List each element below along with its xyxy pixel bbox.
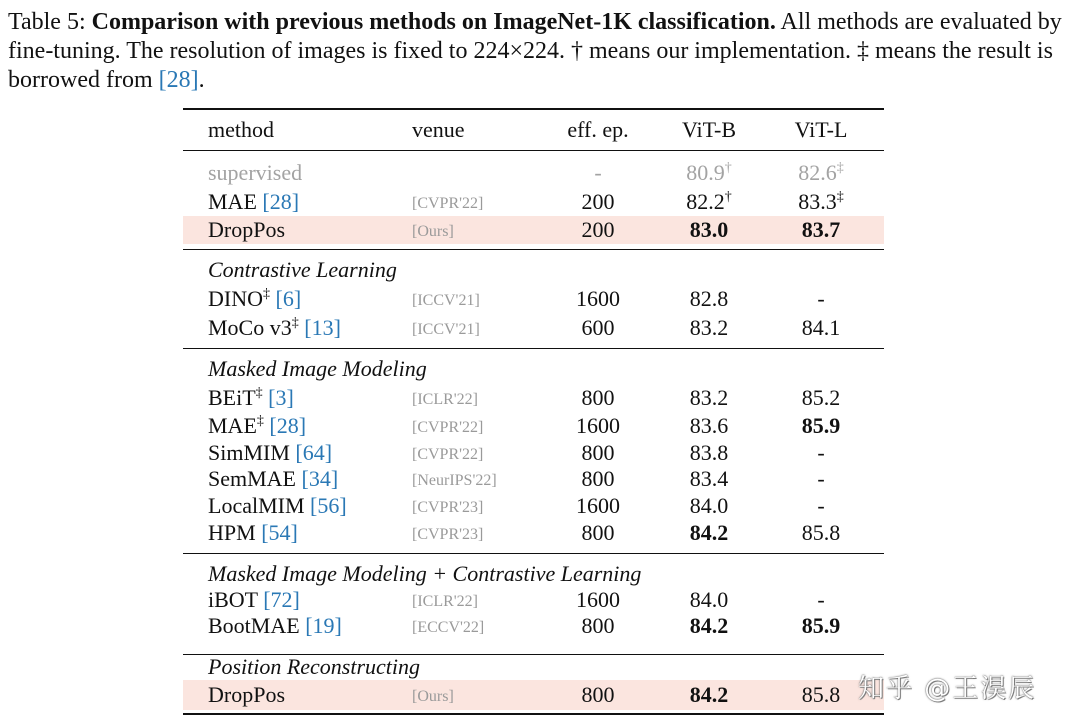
method-name: MAE	[208, 189, 263, 214]
double-dagger-mark: ‡	[255, 385, 263, 401]
section-rule-1	[183, 249, 884, 250]
method-name: SemMAE	[208, 466, 302, 491]
citation-link[interactable]: [19]	[305, 613, 342, 638]
eff-ep-cell: 800	[581, 466, 615, 491]
vit-l-cell: -	[817, 286, 825, 311]
vit-l-cell: -	[817, 587, 825, 612]
citation-link[interactable]: [28]	[269, 413, 307, 438]
citation-link[interactable]: [28]	[262, 189, 300, 214]
caption-ref-link[interactable]: [28]	[158, 67, 199, 93]
citation-link[interactable]: [54]	[261, 520, 298, 545]
caption-end: .	[198, 67, 205, 93]
zhihu-watermark: 知乎 @王淏辰	[858, 674, 1037, 704]
double-dagger-mark: ‡	[256, 413, 264, 429]
table-row	[183, 492, 884, 520]
vit-b-cell: 84.2	[689, 682, 729, 707]
section-heading-mim: Masked Image Modeling	[208, 356, 427, 381]
vit-l-cell	[783, 159, 859, 187]
eff-ep-cell: 800	[581, 440, 615, 465]
vit-l-cell: 83.7	[801, 217, 841, 242]
table-row	[183, 586, 884, 614]
table-row	[183, 465, 884, 493]
method-name: MoCo v3	[208, 315, 292, 340]
eff-ep-cell: 1600	[576, 413, 620, 438]
venue-cell: [ICLR'22]	[412, 593, 478, 610]
vit-l-cell: -	[817, 440, 825, 465]
method-name: iBOT	[208, 587, 264, 612]
citation-link[interactable]: [3]	[268, 385, 294, 410]
method-cell	[208, 465, 338, 493]
vit-b-cell: 84.2	[689, 613, 729, 638]
caption-bold: Comparison with previous methods on ImageNet-1K classification.	[91, 9, 776, 35]
eff-ep-cell: 800	[581, 613, 615, 638]
vit-b-cell: 83.4	[689, 466, 729, 491]
method-cell	[208, 519, 298, 547]
vit-l-value: 82.6	[798, 160, 837, 185]
table-header	[183, 116, 884, 144]
vit-l-cell: -	[817, 493, 825, 518]
vit-l-cell: 85.9	[801, 613, 841, 638]
header-eff-ep: eff. ep.	[567, 117, 629, 142]
method-cell	[208, 412, 306, 440]
section-rule-2	[183, 348, 884, 349]
table-row	[183, 612, 884, 640]
method-cell: DropPos	[208, 682, 286, 707]
method-cell	[208, 285, 301, 313]
eff-ep-cell: 800	[581, 520, 615, 545]
method-cell	[208, 439, 332, 467]
vit-l-cell: 85.8	[801, 520, 841, 545]
table-row	[183, 285, 884, 313]
citation-link[interactable]: [72]	[263, 587, 300, 612]
vit-b-cell: 84.0	[689, 587, 729, 612]
venue-cell: [ICLR'22]	[412, 391, 478, 408]
vit-b-cell: 83.8	[689, 440, 729, 465]
venue-cell: [NeurIPS'22]	[412, 472, 497, 489]
vit-b-cell: 83.2	[689, 315, 729, 340]
table-row	[183, 384, 884, 412]
venue-cell: [ICCV'21]	[412, 321, 480, 338]
vit-b-cell: 83.2	[689, 385, 729, 410]
eff-ep-cell: 200	[581, 217, 615, 242]
vit-l-cell: 85.8	[801, 682, 841, 707]
header-method: method	[208, 117, 274, 142]
vit-b-cell: 83.6	[689, 413, 729, 438]
method-cell	[208, 188, 299, 216]
method-name: MAE	[208, 413, 257, 438]
eff-ep-cell: 1600	[576, 493, 620, 518]
method-cell	[208, 384, 294, 412]
vit-b-cell	[673, 188, 745, 216]
vit-l-cell: 85.2	[801, 385, 841, 410]
vit-b-value: 82.2	[686, 189, 725, 214]
double-dagger-mark: ‡	[836, 189, 844, 205]
method-cell: DropPos	[208, 217, 286, 242]
venue-cell: [CVPR'22]	[412, 195, 484, 212]
double-dagger-mark: ‡	[291, 315, 299, 331]
venue-cell: [ICCV'21]	[412, 292, 480, 309]
method-cell: supervised	[208, 160, 303, 185]
eff-ep-cell: 1600	[576, 587, 620, 612]
caption-body: All methods are evaluated by fine-tuning. The resolution of images is fixed to 224×224. † means our implementation. ‡ means the result is borrowed from	[8, 9, 1062, 93]
venue-cell: [CVPR'22]	[412, 446, 484, 463]
vit-b-cell: 82.8	[689, 286, 729, 311]
vit-l-cell: 84.1	[801, 315, 841, 340]
table-row	[183, 314, 884, 342]
eff-ep-cell: 600	[581, 315, 615, 340]
bottom-rule	[183, 713, 884, 715]
eff-ep-cell: 1600	[576, 286, 620, 311]
citation-link[interactable]: [6]	[275, 286, 302, 311]
venue-cell: [Ours]	[412, 688, 454, 705]
citation-link[interactable]: [56]	[310, 493, 347, 518]
citation-link[interactable]: [13]	[304, 315, 341, 340]
venue-cell: [Ours]	[412, 223, 454, 240]
vit-b-cell: 83.0	[689, 217, 729, 242]
vit-l-cell	[783, 188, 859, 216]
vit-b-cell: 84.2	[689, 520, 729, 545]
venue-cell: [CVPR'23]	[412, 499, 484, 516]
double-dagger-mark: ‡	[263, 286, 270, 302]
venue-cell: [CVPR'22]	[412, 419, 484, 436]
table-row	[183, 188, 884, 216]
method-name: HPM	[208, 520, 262, 545]
table-row	[183, 216, 884, 244]
method-cell	[208, 586, 300, 614]
table-row	[183, 412, 884, 440]
table-row	[183, 439, 884, 467]
top-rule	[183, 108, 884, 110]
dagger-mark: †	[724, 160, 732, 176]
method-cell	[208, 612, 342, 640]
vit-l-cell: 85.9	[801, 413, 841, 438]
vit-b-cell	[673, 159, 745, 187]
table-row	[183, 519, 884, 547]
header-venue: venue	[412, 117, 465, 142]
header-vit-l: ViT-L	[794, 117, 848, 142]
section-heading-mim-cl: Masked Image Modeling + Contrastive Learning	[208, 561, 642, 586]
section-rule-3	[183, 553, 884, 554]
method-name: DINO	[208, 286, 263, 311]
table-row	[183, 159, 884, 187]
double-dagger-mark: ‡	[836, 160, 844, 176]
method-name: LocalMIM	[208, 493, 311, 518]
vit-l-value: 83.3	[798, 189, 837, 214]
venue-cell: [ECCV'22]	[412, 619, 485, 636]
table-caption	[8, 8, 1072, 95]
dagger-mark: †	[724, 189, 732, 205]
eff-ep-cell: 800	[581, 682, 615, 707]
section-heading-contrastive: Contrastive Learning	[208, 257, 397, 282]
section-heading-position-reconstructing: Position Reconstructing	[208, 654, 421, 679]
header-rule	[183, 150, 884, 151]
citation-link[interactable]: [34]	[301, 466, 339, 491]
eff-ep-cell: 800	[581, 385, 615, 410]
eff-ep-cell: -	[594, 160, 602, 185]
venue-cell: [CVPR'23]	[412, 526, 484, 543]
eff-ep-cell: 200	[581, 189, 615, 214]
method-cell	[208, 314, 341, 342]
citation-link[interactable]: [64]	[295, 440, 333, 465]
vit-b-value: 80.9	[686, 160, 725, 185]
method-name: SimMIM	[208, 440, 296, 465]
method-name: BEiT	[208, 385, 256, 410]
table-row	[183, 681, 884, 709]
method-cell	[208, 492, 347, 520]
method-name: BootMAE	[208, 613, 306, 638]
vit-b-cell: 84.0	[689, 493, 729, 518]
caption-label: Table 5:	[8, 9, 92, 35]
vit-l-cell: -	[817, 466, 825, 491]
header-vit-b: ViT-B	[681, 117, 737, 142]
